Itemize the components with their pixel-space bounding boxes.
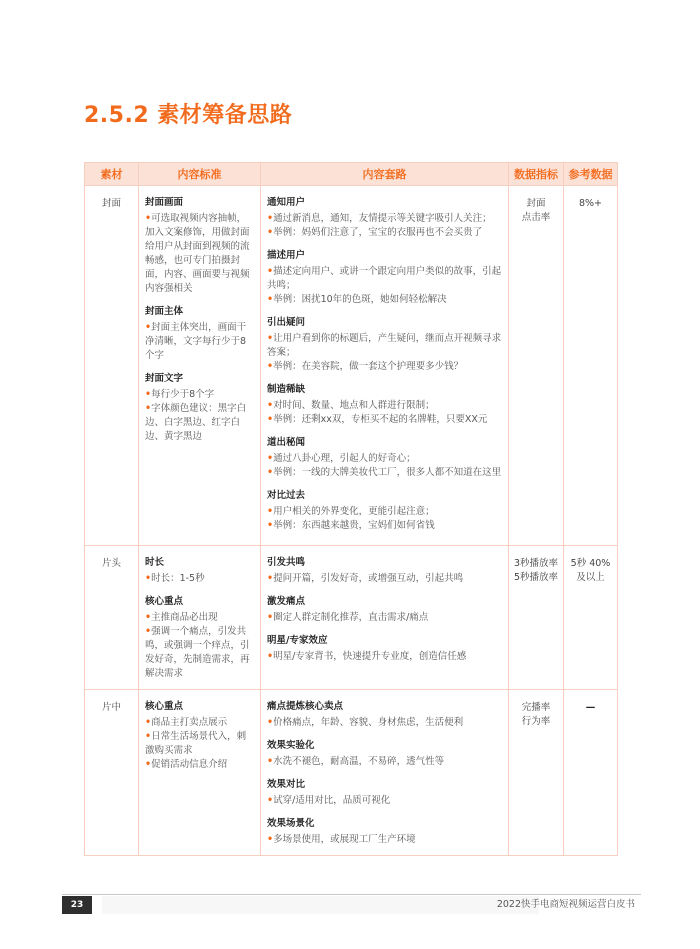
- bullet-icon: •: [145, 759, 152, 770]
- bullet-item: [145, 625, 254, 681]
- bullet-text: 可选取视频内容抽帧，加入文案修饰，用做封面给用户从封面到视频的流畅感，也可专门拍摄封面，内容、画面要与视频内容强相关: [145, 213, 250, 294]
- block-heading: 激发痛点: [267, 596, 306, 607]
- bullet-text: 日常生活场景代入，刺激购买需求: [145, 731, 247, 756]
- metric-cell: [509, 546, 564, 690]
- bullet-item: [267, 572, 502, 586]
- bullet-icon: •: [267, 414, 274, 425]
- bullet-item: [267, 212, 502, 226]
- bullet-text: 通过八卦心理，引起人的好奇心；: [273, 453, 416, 464]
- reference-cell: [564, 690, 618, 856]
- table-row: [85, 546, 618, 690]
- block-heading: 封面主体: [145, 306, 184, 317]
- content-block: [267, 700, 502, 730]
- bullet-icon: •: [145, 389, 152, 400]
- page-number: 23: [62, 896, 92, 914]
- block-heading: 通知用户: [267, 197, 306, 208]
- block-heading: 效果实验化: [267, 740, 315, 751]
- reference-cell: [564, 186, 618, 546]
- block-heading: 封面文字: [145, 373, 184, 384]
- content-block: [145, 196, 254, 296]
- bullet-text: 主推商品必出现: [151, 612, 218, 623]
- metric-cell-line: 行为率: [521, 716, 551, 727]
- bullet-text: 通过新消息，通知，友情提示等关键字吸引人关注；: [273, 213, 492, 224]
- reference-cell-line: 8%+: [578, 198, 603, 209]
- content-block: [267, 316, 502, 374]
- row-material: 封面: [85, 186, 139, 546]
- bullet-item: [145, 402, 254, 444]
- bullet-icon: •: [267, 795, 274, 806]
- bullet-icon: •: [267, 834, 274, 845]
- page-title: 2.5.2 素材筹备思路: [84, 103, 293, 128]
- content-block: [267, 817, 502, 847]
- routine-cell: [261, 546, 509, 690]
- bullet-item: [267, 650, 502, 664]
- bullet-icon: •: [145, 612, 152, 623]
- bullet-item: [267, 519, 502, 533]
- content-block: [267, 595, 502, 625]
- content-block: [267, 436, 502, 480]
- bullet-icon: •: [145, 717, 152, 728]
- header-reference: 参考数据: [564, 163, 618, 186]
- bullet-item: [145, 758, 254, 772]
- row-material: 片头: [85, 546, 139, 690]
- bullet-text: 举例：妈妈们注意了，宝宝的衣服再也不会买贵了: [273, 227, 483, 238]
- block-heading: 制造稀缺: [267, 384, 306, 395]
- block-heading: 对比过去: [267, 490, 306, 501]
- bullet-icon: •: [267, 506, 274, 517]
- bullet-icon: •: [267, 573, 274, 584]
- reference-cell-line: 及以上: [576, 572, 605, 583]
- bullet-icon: •: [145, 213, 152, 224]
- footer-divider: [62, 894, 641, 895]
- bullet-icon: •: [267, 756, 274, 767]
- content-block: [267, 196, 502, 240]
- bullet-icon: •: [267, 213, 274, 224]
- bullet-text: 对时间、数量、地点和人群进行限制；: [273, 400, 435, 411]
- content-block: [267, 739, 502, 769]
- block-heading: 明星/专家效应: [267, 635, 328, 646]
- bullet-icon: •: [267, 612, 274, 623]
- bullet-text: 每行少于8个字: [151, 389, 215, 400]
- block-heading: 描述用户: [267, 250, 306, 261]
- metric-cell-line: 完播率: [521, 702, 551, 713]
- bullet-text: 提问开篇，引发好奇，或增强互动，引起共鸣: [273, 573, 464, 584]
- bullet-text: 水洗不褪色，耐高温，不易碎，透气性等: [273, 756, 445, 767]
- block-heading: 引出疑问: [267, 317, 306, 328]
- bullet-item: [145, 716, 254, 730]
- reference-cell-line: 5秒 40%: [570, 558, 611, 569]
- bullet-icon: •: [267, 294, 274, 305]
- bullet-item: [267, 716, 502, 730]
- content-block: [145, 372, 254, 444]
- bullet-icon: •: [267, 520, 274, 531]
- bullet-item: [145, 730, 254, 758]
- bullet-text: 多场景使用，或展现工厂生产环境: [273, 834, 416, 845]
- table-header-row: [85, 163, 618, 186]
- standard-cell: [139, 546, 261, 690]
- bullet-text: 促销活动信息介绍: [151, 759, 228, 770]
- bullet-item: [267, 833, 502, 847]
- bullet-text: 商品主打卖点展示: [151, 717, 228, 728]
- content-block: [145, 700, 254, 772]
- bullet-item: [267, 332, 502, 360]
- bullet-icon: •: [145, 626, 152, 637]
- content-block: [145, 556, 254, 586]
- bullet-item: [145, 611, 254, 625]
- content-block: [267, 634, 502, 664]
- bullet-text: 举例：还剩xx双，专柜买不起的名牌鞋，只要XX元: [273, 414, 488, 425]
- metric-cell-line: 封面: [526, 198, 546, 209]
- bullet-icon: •: [267, 400, 274, 411]
- metric-cell: [509, 690, 564, 856]
- bullet-text: 用户相关的外界变化，更能引起注意；: [273, 506, 435, 517]
- bullet-icon: •: [145, 322, 152, 333]
- bullet-text: 封面主体突出，画面干净清晰，文字每行少于8个字: [145, 322, 247, 361]
- routine-cell: [261, 186, 509, 546]
- bullet-item: [145, 388, 254, 402]
- bullet-icon: •: [267, 467, 274, 478]
- block-heading: 核心重点: [145, 596, 184, 607]
- bullet-text: 强调一个痛点，引发共鸣，或强调一个痒点，引发好奇，先制造需求，再解决需求: [145, 626, 250, 679]
- block-heading: 引发共鸣: [267, 557, 306, 568]
- bullet-icon: •: [145, 731, 152, 742]
- bullet-text: 举例：东西越来越贵，宝妈们如何省钱: [273, 520, 435, 531]
- standard-cell: [139, 186, 261, 546]
- bullet-text: 举例：一线的大牌美妆代工厂，很多人都不知道在这里: [273, 467, 502, 478]
- block-heading: 效果场景化: [267, 818, 315, 829]
- header-material: 素材: [85, 163, 139, 186]
- bullet-icon: •: [145, 573, 152, 584]
- block-heading: 时长: [145, 557, 165, 568]
- bullet-icon: •: [267, 333, 274, 344]
- standard-cell: [139, 690, 261, 856]
- bullet-text: 圈定人群定制化推荐，直击需求/痛点: [273, 612, 429, 623]
- bullet-item: [267, 755, 502, 769]
- bullet-item: [145, 212, 254, 296]
- material-table: [84, 162, 618, 856]
- block-heading: 核心重点: [145, 701, 184, 712]
- bullet-text: 试穿/适用对比，品质可视化: [273, 795, 391, 806]
- bullet-item: [267, 794, 502, 808]
- bullet-item: [267, 505, 502, 519]
- content-block: [267, 383, 502, 427]
- metric-cell-line: 点击率: [521, 212, 551, 223]
- metric-cell-line: 5秒播放率: [513, 572, 559, 583]
- bullet-icon: •: [267, 651, 274, 662]
- row-material: 片中: [85, 690, 139, 856]
- book-title: 2022快手电商短视频运营白皮书: [496, 899, 635, 910]
- bullet-item: [267, 466, 502, 480]
- bullet-text: 描述定向用户、或讲一个跟定向用户类似的故事，引起共鸣；: [267, 266, 502, 291]
- content-block: [267, 489, 502, 533]
- bullet-icon: •: [267, 453, 274, 464]
- content-block: [267, 249, 502, 307]
- block-heading: 封面画面: [145, 197, 184, 208]
- bullet-item: [267, 226, 502, 240]
- metric-cell: [509, 186, 564, 546]
- table-row: [85, 690, 618, 856]
- bullet-item: [267, 413, 502, 427]
- bullet-icon: •: [145, 403, 152, 414]
- bullet-icon: •: [267, 266, 274, 277]
- bullet-text: 让用户看到你的标题后，产生疑问，继而点开视频寻求答案；: [267, 333, 502, 358]
- header-standard: 内容标准: [139, 163, 261, 186]
- bullet-text: 举例：困扰10年的色斑，她如何轻松解决: [273, 294, 447, 305]
- content-block: [267, 556, 502, 586]
- footer-bar: [102, 896, 539, 914]
- bullet-text: 字体颜色建议：黑字白边、白字黑边、红字白边、黄字黑边: [145, 403, 247, 442]
- block-heading: 效果对比: [267, 779, 306, 790]
- bullet-item: [145, 572, 254, 586]
- bullet-text: 时长：1-5秒: [151, 573, 205, 584]
- bullet-item: [267, 265, 502, 293]
- header-metric: 数据指标: [509, 163, 564, 186]
- content-block: [145, 305, 254, 363]
- block-heading: 道出秘闻: [267, 437, 306, 448]
- bullet-icon: •: [267, 361, 274, 372]
- reference-cell-line: —: [585, 702, 596, 713]
- bullet-item: [267, 611, 502, 625]
- page-footer: [62, 894, 641, 916]
- bullet-item: [267, 399, 502, 413]
- bullet-item: [145, 321, 254, 363]
- table-row: [85, 186, 618, 546]
- block-heading: 痛点提炼核心卖点: [267, 701, 344, 712]
- bullet-text: 举例：在美容院，做一套这个护理要多少钱？: [273, 361, 464, 372]
- bullet-text: 价格痛点，年龄、容貌、身材焦虑，生活便利: [273, 717, 464, 728]
- metric-cell-line: 3秒播放率: [513, 558, 559, 569]
- content-block: [267, 778, 502, 808]
- content-block: [145, 595, 254, 681]
- header-routine: 内容套路: [261, 163, 509, 186]
- bullet-icon: •: [267, 717, 274, 728]
- bullet-item: [267, 293, 502, 307]
- routine-cell: [261, 690, 509, 856]
- reference-cell: [564, 546, 618, 690]
- bullet-item: [267, 360, 502, 374]
- bullet-icon: •: [267, 227, 274, 238]
- bullet-item: [267, 452, 502, 466]
- bullet-text: 明星/专家背书，快速提升专业度，创造信任感: [273, 651, 467, 662]
